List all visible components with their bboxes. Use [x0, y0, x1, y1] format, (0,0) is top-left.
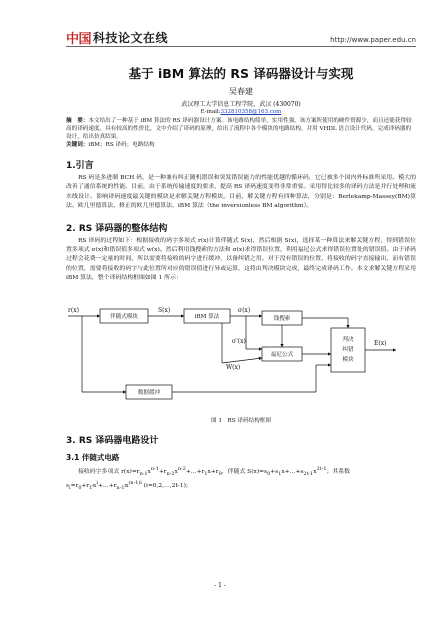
decision-line-2: 纠错	[342, 346, 354, 353]
rs-decoder-diagram	[66, 287, 416, 415]
abstract-text: 本文给出了一种基于 iBM 算法的 RS 译码器设计方案。该电路结构简单，实用性强，该方案所使用的硬件资源少，而且还能获得较高的译码速度，具有较高的性价比。文中介绍了译码的原理，给出了流程中各个模块的电路结构，并用 VHDL 语言设计代码，完成译码器的设计，给出仿真结果。	[66, 118, 412, 140]
wx-label: W(x)	[226, 363, 241, 371]
syndrome-box-label: 伴随式模块	[110, 313, 138, 320]
site-url[interactable]: http://www.paper.edu.cn	[330, 36, 416, 44]
decision-line-3: 模块	[342, 356, 354, 363]
forney-box-label: 福尼公式	[270, 351, 294, 358]
abstract-label: 摘 要：	[66, 118, 89, 124]
figure-1-caption: 图 1 RS 译码结构框图	[211, 417, 271, 424]
section-3-1-title: 3.1 伴随式电路	[66, 452, 120, 462]
email-link[interactable]: 332810358@163.com	[220, 109, 282, 115]
logo-text: 科技论文在线	[93, 31, 169, 45]
email-label: E-mail:	[200, 109, 221, 115]
sigma-prime-label: σ'(x)	[232, 337, 246, 345]
decision-line-1: 判决	[342, 336, 354, 343]
sx-label: S(x)	[158, 306, 171, 314]
keywords-label: 关键词：	[66, 142, 89, 148]
paper-author: 吴春建	[229, 87, 253, 96]
rx-label: r(x)	[68, 306, 79, 314]
chien-box-label: 钱搜索	[273, 315, 291, 322]
section-3-title: 3. RS 译码器电路设计	[66, 435, 159, 446]
ibm-box-label: iBM 算法	[194, 313, 220, 320]
sigma-label: σ(x)	[238, 306, 251, 314]
logo-mark: 中国	[66, 32, 92, 47]
paper-title: 基于 iBM 算法的 RS 译码器设计与实现	[128, 66, 354, 81]
keywords	[66, 141, 416, 149]
syndrome-formula: 接收码字多项式 $r(x)=r_{n-1}x^{n-1}+r_{n-2}x^{n-2}+\dots+r_1x+r_0$，伴随式 $S(x)=s_0+s_1x+\dots+s_{2t-1}x^{2t-1}$；其系数	[78, 465, 351, 477]
paper-email-line	[66, 109, 416, 115]
paper-affiliation: 武汉理工大学信息工程学院，武汉 (430070)	[181, 101, 301, 108]
keywords-text: iBM；RS 译码；电路结构	[88, 142, 155, 148]
section-2-title: 2. RS 译码器的整体结构	[66, 223, 168, 234]
buffer-box-label: 数据缓冲	[137, 389, 161, 396]
figure-1-block-diagram	[66, 287, 416, 415]
site-logo[interactable]	[66, 28, 168, 47]
section-2-paragraph: RS 译码的过程如下：根据接收的码字多项式 r(x)计算伴随式 S(x)，然后根据 S(x)，选择某一种算法来解关键方程，得到错误位置多项式 σ(x)和错误值多项式 w(x)。然后利用钱搜索的方法和 σ(x)求得错误位置，利用福尼公式求得错误位置处的错误值。由于译码过程会花费一定量的时间，所以需要将接收的码字进行缓冲，以备纠错之用。对于没有错误的位置，将接收的码字直接输出，而有错误的位置，需要将接收的码字与此位置所对应的错误值进行异或运算，这将由判决模块完成，最终完成译码工作。本文求解关键方程采用 iBM 算法，整个译码结构框图如图 1 所示：	[66, 237, 416, 282]
section-1-paragraph: RS 码是多进制 BCH 码，是一种兼有纠正随机错误和突发错误能力的性能优越的循环码，它已被多个国内外标准所采用。模大的改善了通信系统的性能。目前，由于系统传输速度的要求，提高 RS 译码速度变得非常重要。采用得比较多的译码方法是并行处理和流水线设计。影响译码速度最关键的模块是求解关键方程模块。目前，解关键方程有四种算法，分别是：Berlekamp-Massey(BM)算法、欧几里德算法、修正的欧几里德算法、iBM 算法（the inversionless BM algorithm）。	[66, 175, 416, 210]
ex-label: E(x)	[374, 339, 387, 347]
abstract	[66, 117, 416, 141]
syndrome-coefficient-formula: $s_i=r_0+r_1\alpha^i+\dots+r_{n-1}\alpha^{(n-1)i}$ (i=0,2,…,2t-1);	[66, 480, 188, 492]
header-divider	[66, 46, 416, 47]
paper-body	[66, 58, 416, 494]
page-header	[0, 0, 440, 46]
section-1-title: 1.引言	[66, 161, 94, 171]
page-number: - 1 -	[214, 582, 226, 589]
